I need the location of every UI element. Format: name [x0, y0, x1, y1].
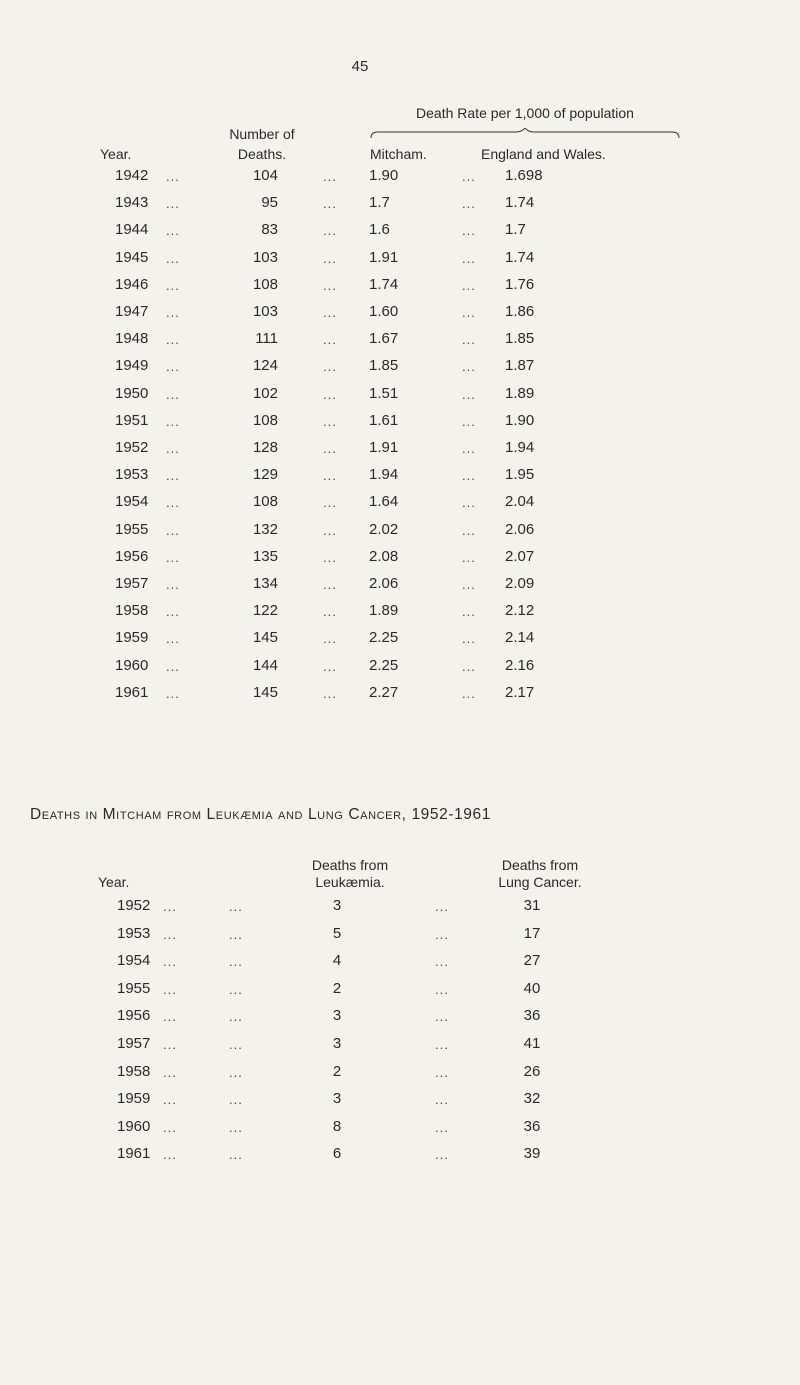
england-cell: 1.74 — [505, 248, 535, 266]
leader-dots: ... — [229, 1009, 243, 1025]
england-cell: 2.07 — [505, 547, 535, 565]
leukaemia-cell: 2 — [332, 1062, 342, 1080]
deaths-cell: 129 — [252, 466, 278, 484]
leader-dots: ... — [435, 1064, 449, 1080]
leader-dots: ... — [323, 169, 337, 184]
year-cell: 1955 — [117, 979, 151, 997]
leader-dots: ... — [166, 685, 180, 701]
table-row — [0, 684, 800, 708]
leader-dots: ... — [462, 577, 476, 592]
table-row — [0, 466, 800, 490]
lung-cell: 31 — [523, 897, 541, 914]
year-cell: 1961 — [115, 683, 149, 701]
leader-dots: ... — [166, 441, 180, 456]
mitcham-cell: 1.89 — [369, 602, 399, 620]
leukaemia-cell: 8 — [332, 1117, 342, 1135]
year-cell: 1959 — [115, 629, 149, 647]
leader-dots: ... — [163, 899, 177, 914]
deaths-cell: 145 — [252, 683, 278, 701]
table-row — [0, 1035, 800, 1059]
leader-dots: ... — [323, 332, 337, 348]
leader-dots: ... — [323, 685, 337, 701]
leader-dots: ... — [163, 1092, 177, 1108]
table-row — [0, 521, 800, 545]
deaths-cell: 83 — [261, 221, 278, 239]
leader-dots: ... — [435, 1147, 449, 1163]
leader-dots: ... — [229, 954, 243, 970]
leader-dots: ... — [462, 495, 476, 511]
t2-col-header-lung-line2: Lung Cancer. — [498, 874, 582, 890]
leader-dots: ... — [323, 250, 337, 266]
lung-cell: 40 — [523, 979, 541, 997]
england-cell: 1.94 — [505, 439, 535, 456]
mitcham-cell: 2.25 — [369, 656, 399, 674]
year-cell: 1955 — [115, 520, 149, 538]
leader-dots: ... — [462, 305, 476, 320]
leader-dots: ... — [166, 495, 180, 511]
deaths-cell: 132 — [252, 520, 278, 538]
year-cell: 1947 — [115, 303, 149, 320]
leader-dots: ... — [462, 223, 476, 239]
leader-dots: ... — [166, 604, 180, 620]
leader-dots: ... — [229, 1064, 243, 1080]
mitcham-cell: 1.85 — [369, 357, 399, 375]
mitcham-cell: 1.74 — [369, 275, 399, 293]
leader-dots: ... — [166, 223, 180, 239]
year-cell: 1960 — [115, 656, 149, 674]
table-row — [0, 303, 800, 327]
england-cell: 1.7 — [505, 221, 526, 239]
leukaemia-cell: 3 — [332, 897, 342, 914]
leader-dots: ... — [166, 359, 180, 375]
leader-dots: ... — [229, 899, 243, 914]
table-row — [0, 1118, 800, 1142]
table-row — [0, 575, 800, 599]
year-cell: 1956 — [117, 1007, 151, 1025]
table-row — [0, 657, 800, 681]
leader-dots: ... — [166, 277, 180, 293]
leader-dots: ... — [323, 359, 337, 375]
leader-dots: ... — [163, 1037, 177, 1052]
england-cell: 1.76 — [505, 275, 535, 293]
england-cell: 1.87 — [505, 357, 535, 375]
page-number: 45 — [351, 58, 369, 75]
leader-dots: ... — [323, 604, 337, 620]
leader-dots: ... — [163, 1147, 177, 1163]
mitcham-cell: 1.60 — [369, 303, 399, 320]
mitcham-cell: 1.7 — [369, 194, 390, 212]
leader-dots: ... — [229, 1119, 243, 1135]
mitcham-cell: 2.06 — [369, 575, 399, 592]
year-cell: 1945 — [115, 248, 149, 266]
year-cell: 1951 — [115, 411, 149, 429]
england-cell: 1.74 — [505, 194, 535, 212]
table-row — [0, 385, 800, 409]
england-cell: 2.09 — [505, 575, 535, 592]
england-cell: 1.89 — [505, 384, 535, 402]
leader-dots: ... — [166, 332, 180, 348]
year-cell: 1944 — [115, 221, 149, 239]
leader-dots: ... — [323, 468, 337, 484]
col-header-deaths-line1: Number of — [229, 126, 295, 142]
england-cell: 1.85 — [505, 330, 535, 348]
leader-dots: ... — [462, 604, 476, 620]
mitcham-cell: 1.51 — [369, 384, 399, 402]
table-row — [0, 897, 800, 921]
leader-dots: ... — [229, 926, 243, 942]
deaths-cell: 102 — [252, 384, 278, 402]
deaths-cell: 135 — [252, 547, 278, 565]
year-cell: 1953 — [117, 924, 151, 942]
col-header-mitcham: Mitcham. — [370, 146, 427, 162]
table-row — [0, 357, 800, 381]
leader-dots: ... — [462, 169, 476, 184]
year-cell: 1958 — [115, 602, 149, 620]
deaths-cell: 108 — [252, 493, 278, 511]
t2-col-header-leukaemia-line1: Deaths from — [311, 857, 389, 873]
lung-cell: 36 — [523, 1117, 541, 1135]
leader-dots: ... — [435, 926, 449, 942]
leader-dots: ... — [323, 277, 337, 293]
table-row — [0, 276, 800, 300]
lung-cell: 36 — [523, 1007, 541, 1025]
leader-dots: ... — [323, 549, 337, 565]
england-cell: 1.698 — [505, 167, 543, 184]
leader-dots: ... — [323, 577, 337, 592]
deaths-cell: 124 — [252, 357, 278, 375]
table-row — [0, 221, 800, 245]
t2-col-header-year: Year. — [98, 874, 130, 890]
year-cell: 1954 — [115, 493, 149, 511]
t2-col-header-lung-line1: Deaths from — [501, 857, 579, 873]
leader-dots: ... — [462, 549, 476, 565]
leader-dots: ... — [163, 926, 177, 942]
leader-dots: ... — [166, 468, 180, 484]
table-row — [0, 602, 800, 626]
leukaemia-cell: 6 — [332, 1145, 342, 1163]
leader-dots: ... — [166, 169, 180, 184]
deaths-cell: 128 — [252, 439, 278, 456]
deaths-cell: 103 — [252, 248, 278, 266]
col-header-england: England and Wales. — [481, 146, 606, 162]
leader-dots: ... — [435, 1037, 449, 1052]
leader-dots: ... — [163, 981, 177, 997]
year-cell: 1942 — [115, 167, 149, 184]
table-row — [0, 167, 800, 191]
leader-dots: ... — [323, 196, 337, 212]
deaths-cell: 103 — [252, 303, 278, 320]
leader-dots: ... — [163, 1064, 177, 1080]
leader-dots: ... — [462, 277, 476, 293]
year-cell: 1957 — [117, 1035, 151, 1052]
t2-col-header-lung — [475, 857, 605, 891]
year-cell: 1950 — [115, 384, 149, 402]
leader-dots: ... — [166, 522, 180, 538]
table-row — [0, 1007, 800, 1031]
year-cell: 1949 — [115, 357, 149, 375]
year-cell: 1960 — [117, 1117, 151, 1135]
deaths-cell: 111 — [255, 330, 278, 348]
year-cell: 1954 — [117, 952, 151, 970]
leader-dots: ... — [229, 1147, 243, 1163]
mitcham-cell: 1.61 — [369, 411, 399, 429]
leader-dots: ... — [166, 305, 180, 320]
mitcham-cell: 1.6 — [369, 221, 390, 239]
leader-dots: ... — [166, 196, 180, 212]
leader-dots: ... — [166, 631, 180, 647]
table-row — [0, 439, 800, 463]
england-cell: 2.04 — [505, 493, 535, 511]
year-cell: 1959 — [117, 1090, 151, 1108]
table-row — [0, 493, 800, 517]
leader-dots: ... — [435, 954, 449, 970]
table-row — [0, 330, 800, 354]
table-row — [0, 1145, 800, 1169]
leader-dots: ... — [323, 658, 337, 674]
year-cell: 1946 — [115, 275, 149, 293]
england-cell: 1.90 — [505, 411, 535, 429]
mitcham-cell: 1.67 — [369, 330, 399, 348]
leukaemia-cell: 3 — [332, 1035, 342, 1052]
leukaemia-cell: 4 — [332, 952, 342, 970]
leader-dots: ... — [166, 658, 180, 674]
leader-dots: ... — [435, 1009, 449, 1025]
mitcham-cell: 2.25 — [369, 629, 399, 647]
lung-cell: 39 — [523, 1145, 541, 1163]
leader-dots: ... — [462, 522, 476, 538]
england-cell: 2.14 — [505, 629, 535, 647]
leader-dots: ... — [462, 468, 476, 484]
leader-dots: ... — [166, 413, 180, 429]
t2-col-header-leukaemia — [290, 857, 410, 891]
mitcham-cell: 1.91 — [369, 439, 399, 456]
table-row — [0, 980, 800, 1004]
mitcham-cell: 1.94 — [369, 466, 399, 484]
leader-dots: ... — [229, 1092, 243, 1108]
col-header-deaths — [212, 124, 312, 164]
leader-dots: ... — [323, 495, 337, 511]
lung-cell: 17 — [523, 924, 541, 942]
leader-dots: ... — [229, 981, 243, 997]
deaths-cell: 145 — [252, 629, 278, 647]
leader-dots: ... — [435, 981, 449, 997]
table-row — [0, 194, 800, 218]
england-cell: 1.95 — [505, 466, 535, 484]
leader-dots: ... — [166, 386, 180, 402]
mitcham-cell: 2.08 — [369, 547, 399, 565]
year-cell: 1952 — [115, 439, 149, 456]
leukaemia-cell: 2 — [332, 979, 342, 997]
table-row — [0, 1063, 800, 1087]
leukaemia-cell: 5 — [332, 924, 342, 942]
leader-dots: ... — [435, 1092, 449, 1108]
deaths-cell: 108 — [252, 275, 278, 293]
leader-dots: ... — [323, 631, 337, 647]
table-row — [0, 629, 800, 653]
deaths-cell: 122 — [252, 602, 278, 620]
deaths-cell: 144 — [252, 656, 278, 674]
leader-dots: ... — [323, 522, 337, 538]
leader-dots: ... — [323, 305, 337, 320]
mitcham-cell: 2.27 — [369, 683, 399, 701]
year-cell: 1957 — [115, 575, 149, 592]
leader-dots: ... — [462, 250, 476, 266]
col-header-rate-group: Death Rate per 1,000 of population — [416, 105, 634, 121]
col-header-year: Year. — [100, 146, 132, 162]
leader-dots: ... — [462, 332, 476, 348]
leader-dots: ... — [166, 549, 180, 565]
england-cell: 2.06 — [505, 520, 535, 538]
leader-dots: ... — [163, 1009, 177, 1025]
leader-dots: ... — [462, 658, 476, 674]
year-cell: 1953 — [115, 466, 149, 484]
lung-cell: 26 — [523, 1062, 541, 1080]
col-header-deaths-line2: Deaths. — [237, 146, 287, 162]
leader-dots: ... — [462, 441, 476, 456]
leader-dots: ... — [163, 954, 177, 970]
england-cell: 2.16 — [505, 656, 535, 674]
deaths-cell: 104 — [252, 167, 278, 184]
year-cell: 1961 — [117, 1145, 151, 1163]
table-row — [0, 925, 800, 949]
england-cell: 2.17 — [505, 683, 535, 701]
table-row — [0, 548, 800, 572]
leader-dots: ... — [166, 250, 180, 266]
year-cell: 1943 — [115, 194, 149, 212]
leader-dots: ... — [323, 441, 337, 456]
year-cell: 1948 — [115, 330, 149, 348]
leader-dots: ... — [462, 359, 476, 375]
leader-dots: ... — [462, 196, 476, 212]
mitcham-cell: 1.91 — [369, 248, 399, 266]
leader-dots: ... — [435, 899, 449, 914]
table2-title: Deaths in Mitcham from Leukæmia and Lung Cancer, 1952-1961 — [30, 806, 491, 823]
leader-dots: ... — [166, 577, 180, 592]
deaths-cell: 134 — [252, 575, 278, 592]
mitcham-cell: 1.64 — [369, 493, 399, 511]
table-row — [0, 952, 800, 976]
year-cell: 1956 — [115, 547, 149, 565]
leader-dots: ... — [163, 1119, 177, 1135]
leader-dots: ... — [462, 685, 476, 701]
deaths-cell: 108 — [252, 411, 278, 429]
england-cell: 1.86 — [505, 303, 535, 320]
leader-dots: ... — [462, 413, 476, 429]
table-row — [0, 1090, 800, 1114]
lung-cell: 32 — [523, 1090, 541, 1108]
lung-cell: 41 — [523, 1035, 541, 1052]
mitcham-cell: 2.02 — [369, 520, 399, 538]
leader-dots: ... — [323, 413, 337, 429]
leader-dots: ... — [323, 223, 337, 239]
rate-brace — [370, 128, 680, 140]
mitcham-cell: 1.90 — [369, 167, 399, 184]
table-row — [0, 412, 800, 436]
leader-dots: ... — [435, 1119, 449, 1135]
year-cell: 1958 — [117, 1062, 151, 1080]
leader-dots: ... — [462, 631, 476, 647]
leukaemia-cell: 3 — [332, 1007, 342, 1025]
table-row — [0, 249, 800, 273]
deaths-cell: 95 — [261, 194, 278, 212]
t2-col-header-leukaemia-line2: Leukæmia. — [315, 874, 385, 890]
england-cell: 2.12 — [505, 602, 535, 620]
leader-dots: ... — [229, 1037, 243, 1052]
year-cell: 1952 — [117, 897, 151, 914]
leader-dots: ... — [323, 386, 337, 402]
lung-cell: 27 — [523, 952, 541, 970]
leader-dots: ... — [462, 386, 476, 402]
leukaemia-cell: 3 — [332, 1090, 342, 1108]
